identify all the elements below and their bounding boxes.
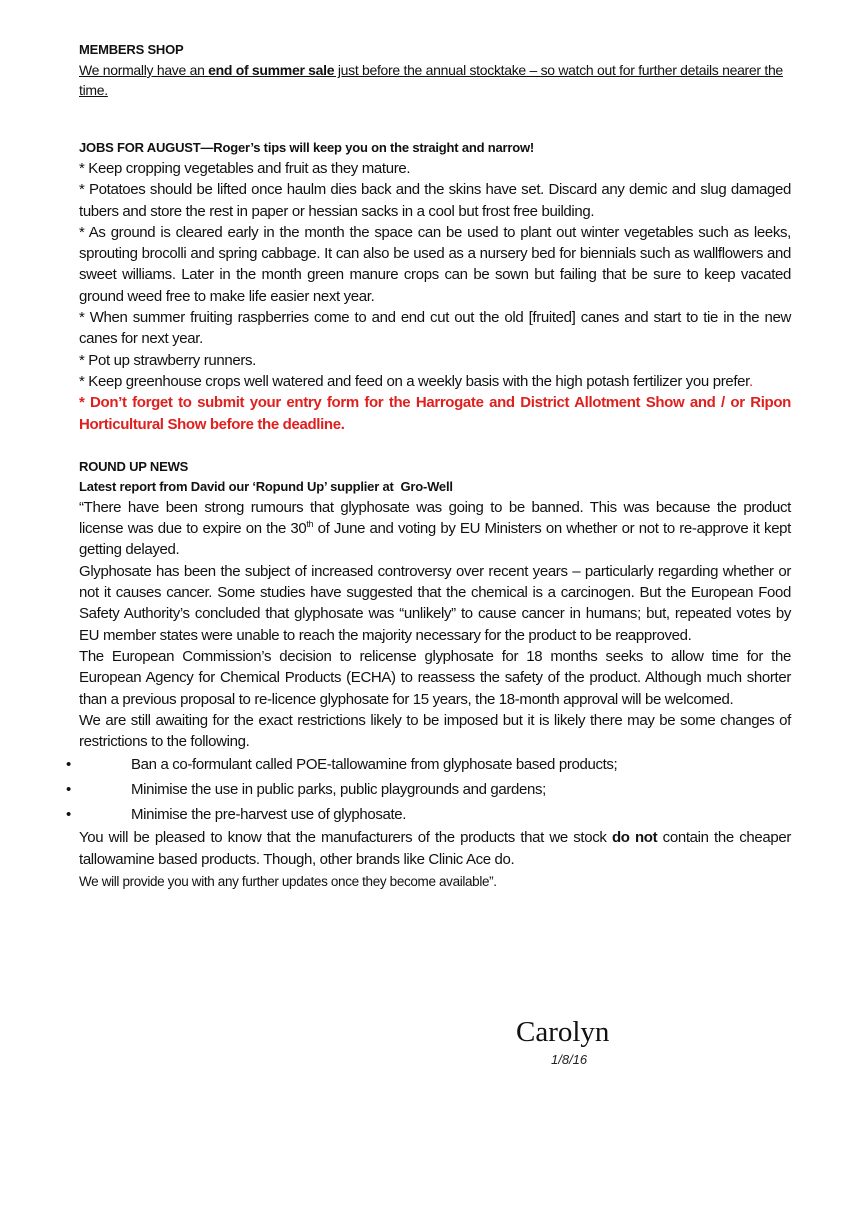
tip-item-text: * Keep greenhouse crops well watered and feed on a weekly basis with the high potash fertilizer you prefer	[79, 372, 749, 390]
end-of-summer-sale-emphasis: end of summer sale	[208, 62, 335, 78]
round-up-paragraph-4: We are still awaiting for the exact restrictions likely to be imposed but it is likely there may be some changes of restrictions to the following.	[79, 711, 791, 751]
members-shop-text-start: We normally have an	[79, 62, 209, 78]
tip-item: * Keep cropping vegetables and fruit as they mature.	[79, 160, 411, 177]
jobs-heading: JOBS FOR AUGUST—Roger’s tips will keep you on the straight and narrow!	[79, 140, 535, 155]
round-up-paragraph-2: Glyphosate has been the subject of increased controversy over recent years – particularly regarding whether or not it causes cancer. Some studies have suggested that the chemical is a carcinogen. But the European Food Safety Authority’s concluded that glyphosate was “unlikely” to cause cancer in humans; but, repeated votes by EU member states were unable to reach the majority necessary for the product to be reapproved.	[79, 562, 791, 644]
tip-item: * Pot up strawberry runners.	[79, 351, 256, 369]
tip-item: * Potatoes should be lifted once haulm dies back and the skins have set. Discard any demic and slug damaged tubers and store the rest in paper or hessian sacks in a cool but frost free building.	[79, 181, 791, 220]
round-up-closing: We will provide you with any further updates once they become available”.	[79, 874, 497, 890]
paragraph-text: of June and voting by EU Ministers on whether or not to re-approve it kept getting delayed.	[79, 520, 791, 559]
round-up-subheading: Latest report from David our ‘Ropund Up’ supplier at Gro-Well	[79, 478, 453, 494]
signature-date: 1/8/16	[551, 1052, 588, 1067]
round-up-paragraph-1	[79, 497, 791, 561]
tip-item: * As ground is cleared early in the month the space can be used to plant out winter vegetables such as leeks, sprouting brocolli and spring cabbage. It can also be used as a nursery bed for biennials such as wallflowers and sweet williams. Later in the month green manure crops can be sown but failing that be sure to keep vacated ground weed free to make life easier next year.	[79, 223, 791, 305]
red-period: .	[749, 372, 753, 390]
paragraph-text: “There have been strong rumours that glyphosate was going to be banned. This was because the product license was due to expire on the 30	[79, 498, 791, 538]
bullet-icon: •	[66, 781, 71, 799]
members-shop-heading: MEMBERS SHOP	[79, 42, 184, 57]
show-entry-reminder: * Don’t forget to submit your entry form for the Harrogate and District Allotment Show and / or Ripon Horticultural Show before the deadline.	[79, 394, 791, 433]
newsletter-page	[66, 40, 792, 892]
round-up-heading: ROUND UP NEWS	[79, 458, 189, 474]
do-not-emphasis: do not	[611, 829, 658, 847]
restriction-text: Ban a co-formulant called POE-tallowamine from glyphosate based products;	[131, 756, 618, 774]
members-shop-text	[79, 60, 791, 100]
signature-name: Carolyn	[516, 1016, 610, 1048]
round-up-paragraph-3: The European Commission’s decision to relicense glyphosate for 18 months seeks to allow time for the European Agency for Chemical Products (ECHA) to reassess the safety of the product. Although much shorter than a previous proposal to re-licence glyphosate for 15 years, the 18-month approval will be welcomed.	[79, 647, 791, 708]
restriction-item	[66, 777, 778, 802]
restriction-item	[66, 752, 778, 777]
tip-item	[79, 371, 791, 392]
paragraph-text: contain the cheaper tallowamine based products. Though, other brands like Clinic Ace do.	[79, 829, 792, 868]
jobs-for-august-section	[79, 138, 791, 435]
members-shop-text-end: just before the annual stocktake – so watch out for further details nearer the time.	[79, 62, 783, 98]
ordinal-suffix: th	[306, 519, 314, 530]
restriction-item	[66, 802, 778, 827]
paragraph-text: You will be pleased to know that the manufacturers of the products that we stock	[79, 829, 612, 847]
restriction-text: Minimise the use in public parks, public playgrounds and gardens;	[131, 781, 546, 799]
round-up-paragraph-5	[79, 827, 791, 870]
members-shop-section	[79, 40, 791, 100]
bullet-icon: •	[66, 806, 71, 824]
spacer	[79, 100, 791, 138]
restriction-text: Minimise the pre-harvest use of glyphosate.	[131, 806, 407, 824]
spacer	[79, 435, 791, 457]
round-up-news-section	[66, 457, 792, 892]
tip-item: * When summer fruiting raspberries come to and end cut out the old [fruited] canes and start to tie in the new canes for next year.	[79, 309, 791, 348]
bullet-icon: •	[66, 756, 71, 774]
restrictions-list	[66, 752, 778, 827]
